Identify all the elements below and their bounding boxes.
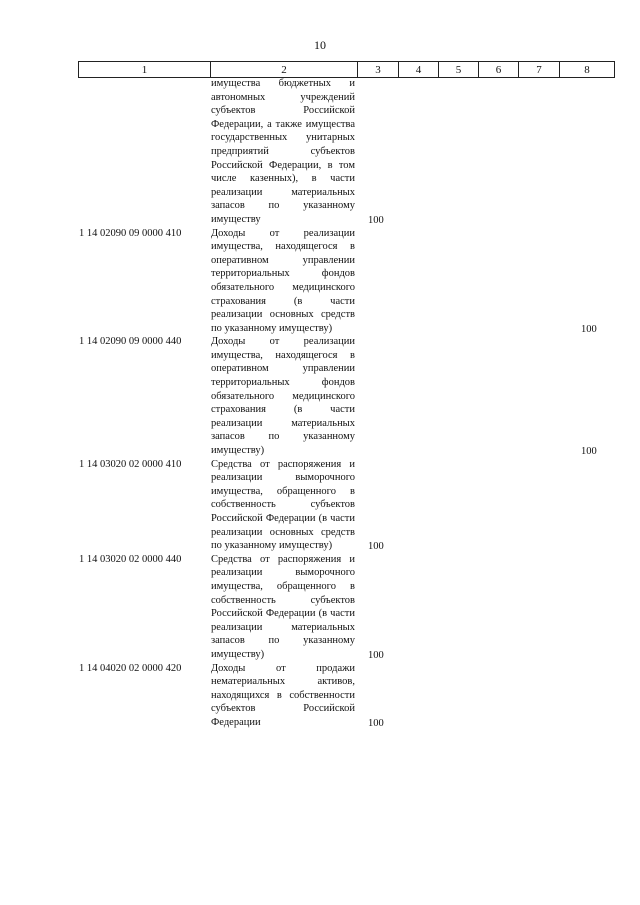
- row-description: имущества бюджетных и автономных учреждений субъектов Российской Федерации, а также имущества государственных унитарных предприятий субъектов Российской Федерации, в том числе казенных), в части реализации материальных запасов по указанному имуществу: [211, 78, 355, 225]
- row-description: Доходы от продажи нематериальных активов, находящихся в собственности субъектов Российской Федерации: [211, 662, 355, 728]
- row-col3-value: 100: [368, 649, 384, 661]
- row-code: 1 14 02090 09 0000 410: [79, 227, 182, 239]
- column-header-7: 7: [519, 62, 560, 78]
- table-row: [78, 458, 623, 553]
- table-row: [78, 553, 623, 662]
- page-number: 10: [314, 38, 326, 52]
- column-header-table: [78, 61, 615, 78]
- table-row: [78, 227, 623, 336]
- row-col3-value: 100: [368, 541, 384, 553]
- row-code: 1 14 03020 02 0000 410: [79, 458, 182, 470]
- row-col3-value: 100: [368, 717, 384, 729]
- row-col8-value: 100: [581, 446, 597, 458]
- column-header-row: [79, 62, 615, 78]
- row-description: Доходы от реализации имущества, находящегося в оперативном управлении территориальных фондов обязательного медицинского страхования (в части реализации материальных запасов по указанному имуществу): [211, 336, 355, 457]
- row-col3-value: 100: [368, 214, 384, 226]
- row-code: 1 14 03020 02 0000 440: [79, 553, 182, 565]
- column-header-3: 3: [358, 62, 399, 78]
- table-row: [78, 77, 623, 227]
- column-header-1: 1: [79, 62, 211, 78]
- column-header-4: 4: [399, 62, 439, 78]
- column-header-5: 5: [439, 62, 479, 78]
- row-description: Средства от распоряжения и реализации выморочного имущества, обращенного в собственность субъектов Российской Федерации (в части реализации основных средств по указанному имуществу): [211, 458, 355, 552]
- table-row: [78, 335, 623, 457]
- row-code: 1 14 02090 09 0000 440: [79, 336, 182, 348]
- table-body: [78, 77, 623, 730]
- row-code: 1 14 04020 02 0000 420: [79, 662, 182, 674]
- row-col8-value: 100: [581, 323, 597, 335]
- column-header-2: 2: [211, 62, 358, 78]
- column-header-8: 8: [560, 62, 615, 78]
- row-description: Доходы от реализации имущества, находящегося в оперативном управлении территориальных фондов обязательного медицинского страхования (в части реализации основных средств по указанному имуществу): [211, 227, 355, 334]
- column-header-6: 6: [479, 62, 519, 78]
- table-row: [78, 662, 623, 730]
- row-description: Средства от распоряжения и реализации выморочного имущества, обращенного в собственность субъектов Российской Федерации (в части реализации материальных запасов по указанному имуществу): [211, 553, 355, 660]
